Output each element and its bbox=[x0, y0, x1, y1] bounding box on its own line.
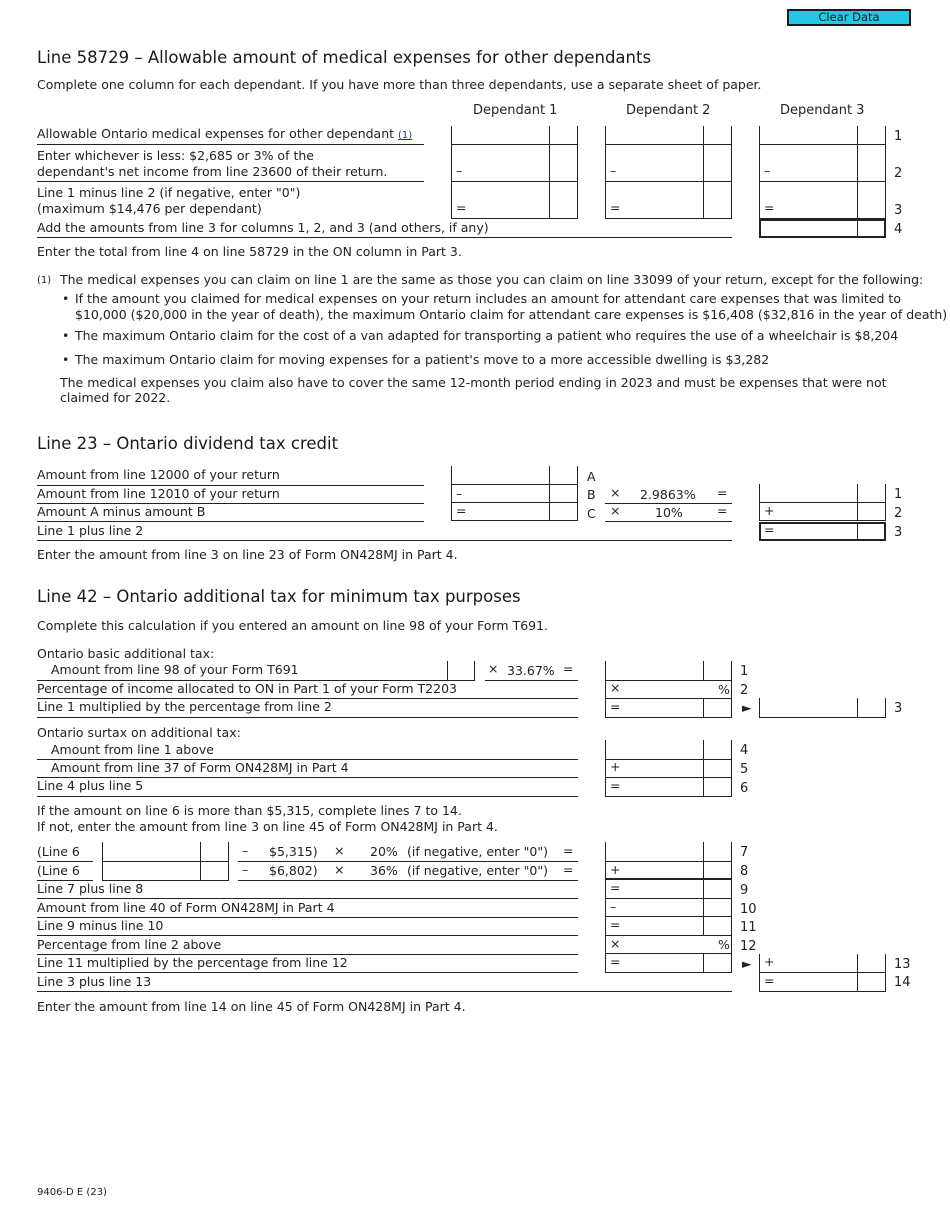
row-label-2a: Enter whichever is less: $2,685 or 3% of the bbox=[37, 148, 314, 163]
line-number-1: 1 bbox=[894, 129, 903, 144]
line-number-8: 8 bbox=[740, 864, 749, 879]
dep2-line3-input[interactable] bbox=[605, 182, 732, 219]
divider bbox=[605, 503, 732, 504]
dep3-line1-input[interactable] bbox=[759, 126, 886, 145]
row-label-1: Amount from line 98 of your Form T691 bbox=[51, 662, 299, 677]
line2-percent-input[interactable] bbox=[605, 681, 732, 699]
equals-sign: = bbox=[610, 778, 621, 793]
line1-result-input[interactable] bbox=[605, 661, 732, 681]
equals-sign: = bbox=[563, 843, 574, 858]
minus-sign: – bbox=[456, 163, 463, 178]
line9-result-input[interactable] bbox=[605, 880, 732, 899]
line-number-2: 2 bbox=[894, 506, 903, 521]
times-sign: × bbox=[334, 843, 345, 858]
basic-additional-tax-heading: Ontario basic additional tax: bbox=[37, 646, 215, 661]
cents-divider bbox=[703, 954, 704, 973]
footnote-text: The medical expenses you can claim on line 1 are the same as those you can claim on line 33099 of your return, except for the following: bbox=[60, 272, 924, 287]
paragraph-2: claimed for 2022. bbox=[60, 390, 171, 405]
minus-sign: – bbox=[242, 862, 249, 877]
line-number-4: 4 bbox=[740, 743, 749, 758]
arrow-icon: ► bbox=[742, 700, 752, 715]
label-c: C bbox=[587, 506, 596, 521]
row-label-2b: dependant's net income from line 23600 of their return. bbox=[37, 164, 388, 179]
divider bbox=[37, 861, 93, 862]
line13-label: Line 11 multiplied by the percentage from line 12 bbox=[37, 955, 348, 970]
row-label-3a: Line 1 minus line 2 (if negative, enter "0") bbox=[37, 185, 301, 200]
equals-sign: = bbox=[610, 880, 621, 895]
times-sign: × bbox=[610, 936, 621, 951]
line13-result-input[interactable] bbox=[605, 954, 732, 973]
equals-sign: = bbox=[456, 200, 467, 215]
bullet-1b: $10,000 ($20,000 in the year of death), the maximum Ontario claim for attendant care expenses is $16,408 ($32,816 in the year of death) bbox=[75, 307, 948, 322]
divider bbox=[37, 972, 578, 973]
rate-20: 20% bbox=[370, 844, 398, 859]
line12-percent-input[interactable] bbox=[605, 936, 732, 954]
line7-amount-input[interactable] bbox=[102, 842, 229, 862]
line8-label: (Line 6 bbox=[37, 863, 80, 878]
line-number-2: 2 bbox=[894, 166, 903, 181]
divider bbox=[37, 237, 732, 238]
line7-result-input[interactable] bbox=[605, 842, 732, 862]
section-title-58729: Line 58729 – Allowable amount of medical expenses for other dependants bbox=[37, 48, 652, 67]
dep1-line3-input[interactable] bbox=[451, 182, 578, 219]
cents-divider bbox=[703, 842, 704, 936]
cents-divider bbox=[200, 862, 201, 881]
divider bbox=[37, 796, 578, 797]
column-header-dependant-2: Dependant 2 bbox=[626, 103, 711, 118]
arrow-icon: ► bbox=[742, 956, 752, 971]
footnote-marker: (1) bbox=[37, 275, 52, 286]
line6-input[interactable] bbox=[605, 778, 732, 797]
label-b: B bbox=[587, 487, 596, 502]
minus-sign: – bbox=[610, 163, 617, 178]
bullet: • bbox=[62, 328, 70, 343]
cents-divider bbox=[857, 954, 858, 992]
bullet: • bbox=[62, 352, 70, 367]
dep1-line2-input[interactable] bbox=[451, 145, 578, 182]
plus-sign: + bbox=[610, 862, 621, 877]
divider bbox=[37, 521, 424, 522]
percent-sign: % bbox=[718, 937, 730, 952]
row-label-2: Percentage of income allocated to ON in Part 1 of your Form T2203 bbox=[37, 681, 457, 696]
line8-result-input[interactable] bbox=[605, 862, 732, 880]
cents-divider bbox=[703, 661, 704, 681]
dep3-line2-input[interactable] bbox=[759, 145, 886, 182]
cents-divider bbox=[857, 126, 858, 219]
minus-sign: – bbox=[456, 486, 463, 501]
line10-label: Amount from line 40 of Form ON428MJ in Part 4 bbox=[37, 900, 335, 915]
label-a: A bbox=[587, 469, 596, 484]
line13-carry-input[interactable] bbox=[759, 954, 886, 973]
minus-sign: – bbox=[242, 843, 249, 858]
enter-instruction: Enter the amount from line 14 on line 45 of Form ON428MJ in Part 4. bbox=[37, 999, 466, 1014]
dep2-line2-input[interactable] bbox=[605, 145, 732, 182]
bullet-3: The maximum Ontario claim for moving expenses for a patient's move to a more accessible dwelling is $3,282 bbox=[75, 352, 770, 367]
percent-sign: % bbox=[718, 682, 730, 697]
divider bbox=[37, 540, 732, 541]
divider bbox=[238, 861, 578, 862]
equals-sign: = bbox=[610, 699, 621, 714]
equals-sign: = bbox=[610, 917, 621, 932]
column-header-dependant-1: Dependant 1 bbox=[473, 103, 558, 118]
row-label-6: Line 4 plus line 5 bbox=[37, 778, 144, 793]
line4-total-input[interactable] bbox=[759, 219, 886, 238]
line3-carry-input[interactable] bbox=[759, 698, 886, 718]
dep1-line1-input[interactable] bbox=[451, 126, 578, 145]
amount-b-input[interactable] bbox=[451, 485, 578, 503]
line-number-9: 9 bbox=[740, 883, 749, 898]
condition-2: If not, enter the amount from line 3 on line 45 of Form ON428MJ in Part 4. bbox=[37, 819, 498, 834]
line-number-10: 10 bbox=[740, 902, 757, 917]
equals-sign: = bbox=[717, 503, 728, 518]
times-sign: × bbox=[334, 862, 345, 877]
threshold-5315: $5,315) bbox=[269, 844, 318, 859]
amount-a-input[interactable] bbox=[451, 466, 578, 485]
cents-divider bbox=[857, 522, 858, 541]
line8-amount-input[interactable] bbox=[102, 862, 229, 881]
enter-instruction: Enter the amount from line 3 on line 23 of Form ON428MJ in Part 4. bbox=[37, 547, 458, 562]
rate-33-67: 33.67% bbox=[507, 663, 555, 678]
equals-sign: = bbox=[717, 485, 728, 500]
clear-data-button[interactable]: Clear Data bbox=[787, 9, 911, 26]
t691-line98-input[interactable] bbox=[447, 661, 475, 681]
line-number-3: 3 bbox=[894, 701, 903, 716]
cents-divider bbox=[857, 484, 858, 521]
section-title-line-42: Line 42 – Ontario additional tax for minimum tax purposes bbox=[37, 587, 521, 606]
line1-result-input[interactable] bbox=[759, 484, 886, 503]
plus-sign: + bbox=[610, 759, 621, 774]
line-number-12: 12 bbox=[740, 939, 757, 954]
plus-sign: + bbox=[764, 503, 775, 518]
dep3-line3-input[interactable] bbox=[759, 182, 886, 219]
condition-1: If the amount on line 6 is more than $5,315, complete lines 7 to 14. bbox=[37, 803, 462, 818]
line-number-6: 6 bbox=[740, 781, 749, 796]
row-label-1: Amount from line 12000 of your return bbox=[37, 467, 280, 482]
divider bbox=[37, 144, 424, 145]
cents-divider bbox=[703, 740, 704, 797]
equals-sign: = bbox=[764, 200, 775, 215]
rate-36: 36% bbox=[370, 863, 398, 878]
times-sign: × bbox=[610, 485, 621, 500]
line7-label: (Line 6 bbox=[37, 844, 80, 859]
row-label-4: Line 1 plus line 2 bbox=[37, 523, 144, 538]
rate-2-9863: 2.9863% bbox=[640, 487, 696, 502]
line2-result-input[interactable] bbox=[759, 503, 886, 521]
line-number-4: 4 bbox=[894, 222, 903, 237]
amount-c-input[interactable] bbox=[451, 503, 578, 521]
line14-label: Line 3 plus line 13 bbox=[37, 974, 152, 989]
negative-note: (if negative, enter "0") bbox=[407, 863, 548, 878]
cents-divider bbox=[857, 219, 858, 238]
footnote-link[interactable]: (1) bbox=[398, 130, 413, 141]
equals-sign: = bbox=[610, 954, 621, 969]
line-number-1: 1 bbox=[894, 487, 903, 502]
row-label-3: Amount A minus amount B bbox=[37, 504, 206, 519]
surtax-heading: Ontario surtax on additional tax: bbox=[37, 725, 241, 740]
divider bbox=[485, 680, 578, 681]
line-number-7: 7 bbox=[740, 845, 749, 860]
row-label-5: Amount from line 37 of Form ON428MJ in Part 4 bbox=[51, 760, 349, 775]
line11-result-input[interactable] bbox=[605, 917, 732, 936]
line-number-14: 14 bbox=[894, 975, 911, 990]
equals-sign: = bbox=[456, 503, 467, 518]
row-label-1: Allowable Ontario medical expenses for other dependant (1) bbox=[37, 126, 413, 141]
line9-label: Line 7 plus line 8 bbox=[37, 881, 144, 896]
cents-divider bbox=[200, 842, 201, 862]
equals-sign: = bbox=[563, 862, 574, 877]
bullet-2: The maximum Ontario claim for the cost of a van adapted for transporting a patient who requires the use of a wheelchair is $8,204 bbox=[75, 328, 899, 343]
times-sign: × bbox=[488, 661, 499, 676]
line-number-2: 2 bbox=[740, 683, 749, 698]
negative-note: (if negative, enter "0") bbox=[407, 844, 548, 859]
times-sign: × bbox=[610, 680, 621, 695]
divider bbox=[37, 717, 578, 718]
cents-divider bbox=[857, 698, 858, 718]
line5-input[interactable] bbox=[605, 760, 732, 778]
divider bbox=[238, 880, 578, 881]
section-intro: Complete this calculation if you entered an amount on line 98 of your Form T691. bbox=[37, 618, 549, 633]
line-number-11: 11 bbox=[740, 920, 757, 935]
divider bbox=[37, 991, 732, 992]
line11-label: Line 9 minus line 10 bbox=[37, 918, 164, 933]
equals-sign: = bbox=[610, 200, 621, 215]
line-number-1: 1 bbox=[740, 664, 749, 679]
row-label-4: Amount from line 1 above bbox=[51, 742, 214, 757]
line-number-13: 13 bbox=[894, 957, 911, 972]
equals-sign: = bbox=[764, 973, 775, 988]
enter-instruction: Enter the total from line 4 on line 58729 in the ON column in Part 3. bbox=[37, 244, 462, 259]
row-label-4: Add the amounts from line 3 for columns 1, 2, and 3 (and others, if any) bbox=[37, 220, 489, 235]
row-label-3b: (maximum $14,476 per dependant) bbox=[37, 201, 262, 216]
section-intro: Complete one column for each dependant. If you have more than three dependants, use a separate sheet of paper. bbox=[37, 77, 762, 92]
times-sign: × bbox=[610, 503, 621, 518]
equals-sign: = bbox=[563, 661, 574, 676]
dep2-line1-input[interactable] bbox=[605, 126, 732, 145]
divider bbox=[37, 898, 578, 899]
rate-10: 10% bbox=[655, 505, 683, 520]
divider bbox=[37, 181, 424, 182]
bullet: • bbox=[62, 291, 70, 306]
line3-result-input[interactable] bbox=[605, 699, 732, 718]
column-header-dependant-3: Dependant 3 bbox=[780, 103, 865, 118]
row-label-2: Amount from line 12010 of your return bbox=[37, 486, 280, 501]
equals-sign: = bbox=[764, 522, 775, 537]
form-code: 9406-D E (23) bbox=[37, 1187, 107, 1198]
line-number-5: 5 bbox=[740, 762, 749, 777]
minus-sign: – bbox=[764, 163, 771, 178]
divider bbox=[37, 935, 578, 936]
section-title-line-23: Line 23 – Ontario dividend tax credit bbox=[37, 434, 339, 453]
line3-total-input[interactable] bbox=[759, 522, 886, 541]
line-number-3: 3 bbox=[894, 525, 903, 540]
cents-divider bbox=[549, 126, 550, 219]
paragraph-1: The medical expenses you claim also have to cover the same 12-month period ending in 2023 and must be expenses that were not bbox=[60, 375, 887, 390]
divider bbox=[605, 521, 732, 522]
cents-divider bbox=[549, 466, 550, 521]
line12-label: Percentage from line 2 above bbox=[37, 937, 222, 952]
cents-divider bbox=[703, 126, 704, 219]
line10-input[interactable] bbox=[605, 899, 732, 917]
line14-total-input[interactable] bbox=[759, 973, 886, 992]
cents-divider bbox=[703, 699, 704, 718]
line-number-3: 3 bbox=[894, 203, 903, 218]
row-label-3: Line 1 multiplied by the percentage from line 2 bbox=[37, 699, 332, 714]
bullet-1a: If the amount you claimed for medical expenses on your return includes an amount for attendant care expenses that was limited to bbox=[75, 291, 901, 306]
plus-sign: + bbox=[764, 954, 775, 969]
line4-input[interactable] bbox=[605, 740, 732, 760]
threshold-6802: $6,802) bbox=[269, 863, 318, 878]
minus-sign: – bbox=[610, 899, 617, 914]
